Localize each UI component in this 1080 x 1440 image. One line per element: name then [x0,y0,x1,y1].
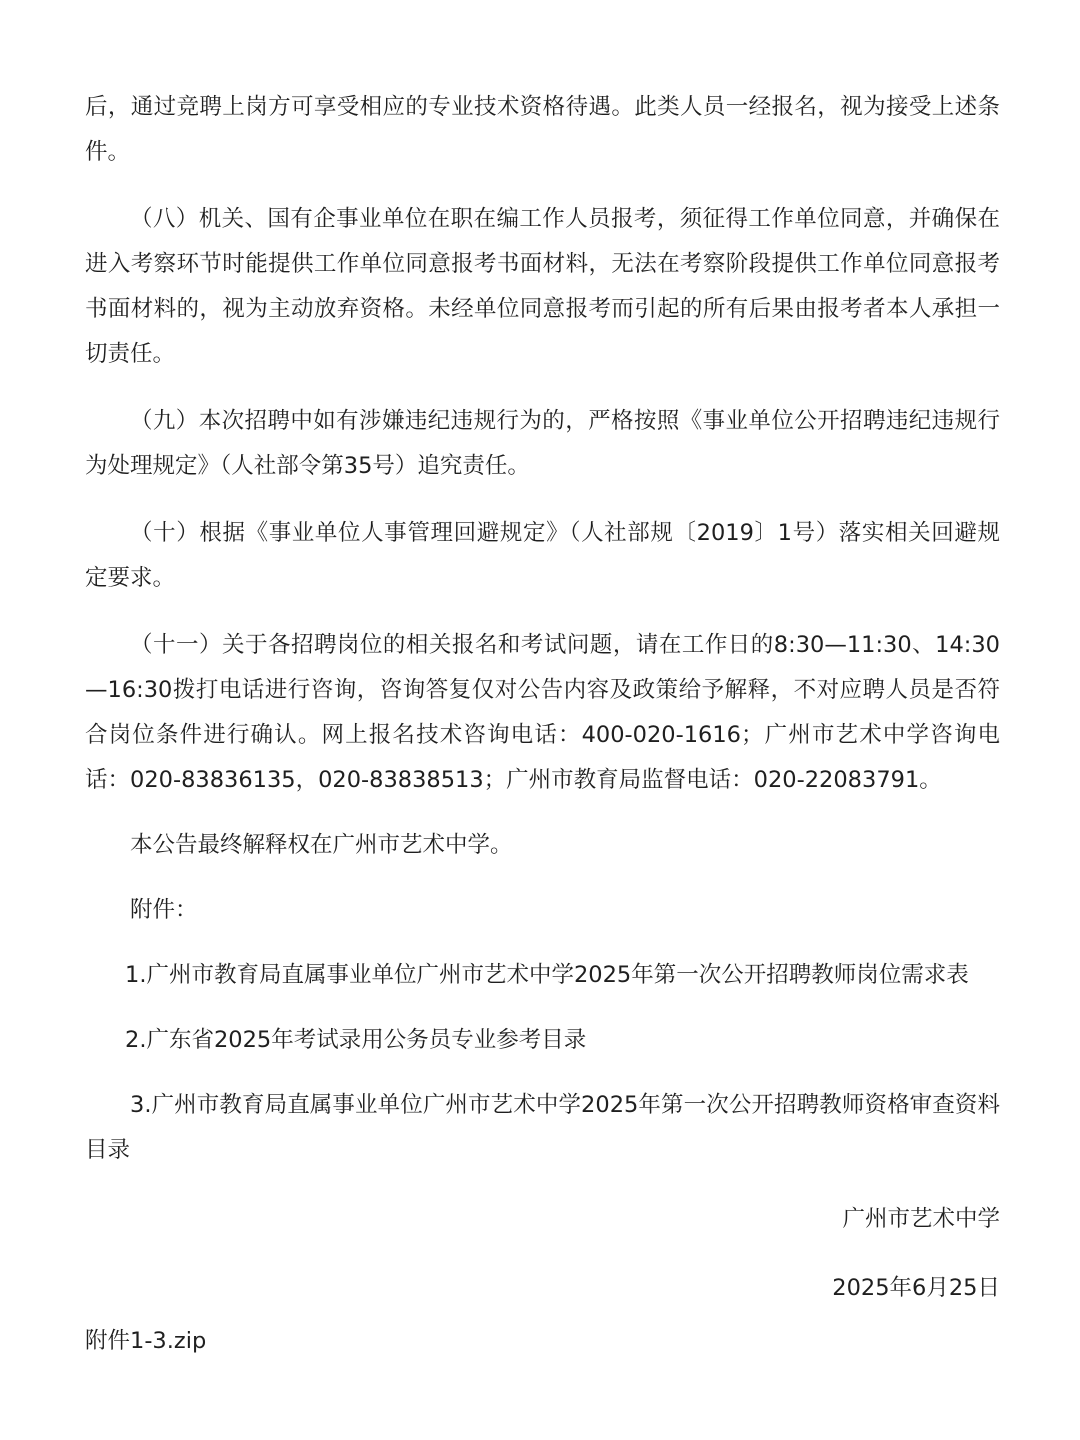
paragraph-item-9: （九）本次招聘中如有涉嫌违纪违规行为的，严格按照《事业单位公开招聘违纪违规行为处理规定》（人社部令第35号）追究责任。 [85,408,1000,479]
paragraph-item-10: （十）根据《事业单位人事管理回避规定》（人社部规〔2019〕1号）落实相关回避规定要求。 [85,520,1000,591]
signature-date: 2025年6月25日 [832,1275,1000,1301]
attachments-label: 附件： [130,897,198,923]
attachment-item-2: 2.广东省2025年考试录用公务员专业参考目录 [125,1027,587,1053]
signature-unit: 广州市艺术中学 [842,1206,1000,1232]
paragraph-item-11: （十一）关于各招聘岗位的相关报名和考试问题，请在工作日的8:30—11:30、14:30—16:30拨打电话进行咨询，咨询答复仅对公告内容及政策给予解释，不对应聘人员是否符合岗位条件进行确认。网上报名技术咨询电话：400-020-1616；广州市艺术中学咨询电话：020-83836135，020-83838513；广州市教育局监督电话：020-22083791。 [85,632,1000,793]
attachment-item-1: 1.广州市教育局直属事业单位广州市艺术中学2025年第一次公开招聘教师岗位需求表 [125,962,969,988]
attachment-file-link[interactable]: 附件1-3.zip [85,1328,207,1354]
attachment-item-3: 3.广州市教育局直属事业单位广州市艺术中学2025年第一次公开招聘教师资格审查资料目录 [85,1092,1000,1163]
document-body [85,85,1000,1364]
paragraph-item-8: （八）机关、国有企事业单位在职在编工作人员报考，须征得工作单位同意，并确保在进入考察环节时能提供工作单位同意报考书面材料，无法在考察阶段提供工作单位同意报考书面材料的，视为主动放弃资格。未经单位同意报考而引起的所有后果由报考者本人承担一切责任。 [85,206,1000,367]
final-interpretation-right: 本公告最终解释权在广州市艺术中学。 [130,832,513,858]
paragraph-continued: 后，通过竞聘上岗方可享受相应的专业技术资格待遇。此类人员一经报名，视为接受上述条件。 [85,94,1000,165]
